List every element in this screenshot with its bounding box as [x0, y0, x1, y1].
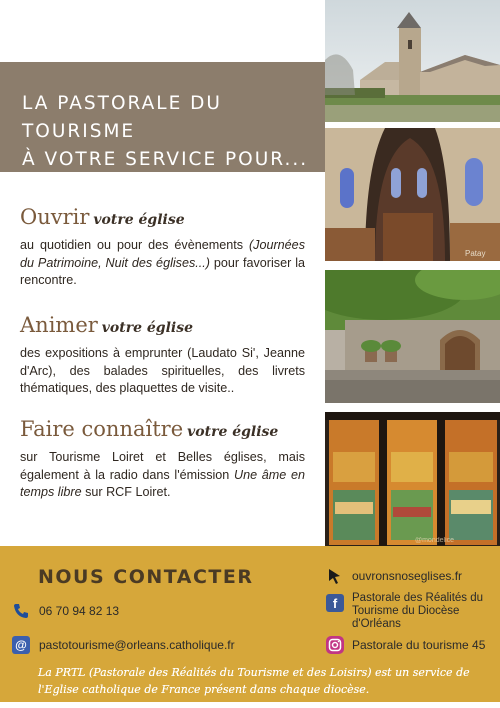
facebook-page[interactable]: Pastorale des Réalités du Tourisme du Diocèse d'Orléans [352, 592, 484, 630]
section-heading [20, 312, 305, 341]
instagram-row[interactable] [326, 636, 485, 654]
section-open [20, 204, 305, 290]
text-italic: (Journées du Patrimoine, Nuit des églises...) [20, 238, 305, 270]
website-row[interactable] [326, 567, 462, 585]
photo-church-door [325, 270, 500, 403]
email-icon: @ [12, 636, 30, 654]
section-promote [20, 416, 305, 502]
section-title: Ouvrir [20, 205, 90, 229]
cursor-icon [326, 567, 344, 585]
section-subtitle: votre église [101, 320, 194, 336]
phone-number[interactable]: 06 70 94 82 13 [39, 604, 120, 618]
phone-icon [12, 602, 30, 620]
text-part: sur Tourisme Loiret et Belles églises, mais également à la radio dans l'émission [20, 450, 305, 482]
section-subtitle: votre église [187, 424, 279, 440]
facebook-row[interactable] [326, 592, 500, 631]
text-part: des expositions à emprunter (Laudato Si', Jeanne d'Arc), des balades spirituelles, des livrets thématiques, des plaquettes de visite.. [20, 346, 305, 395]
section-text [20, 345, 305, 398]
photo-watermark: @mondelice [415, 537, 455, 544]
email-address[interactable]: pastotourisme@orleans.catholique.fr [39, 638, 235, 652]
photo-stained-glass [325, 412, 500, 547]
section-text [20, 449, 305, 502]
section-subtitle: votre église [93, 212, 185, 228]
photo-church-exterior [325, 0, 500, 122]
bottom-strip [0, 702, 500, 708]
text-part: pour favoriser la rencontre. [20, 255, 305, 287]
text-part: sur RCF Loiret. [81, 485, 171, 499]
phone-row[interactable] [12, 602, 119, 620]
instagram-icon [326, 636, 344, 654]
section-title: Faire connaître [20, 417, 184, 441]
email-row[interactable] [12, 636, 235, 654]
text-part: au quotidien ou pour des évènements [20, 238, 249, 252]
section-heading [20, 416, 305, 445]
text-italic: Une âme en temps libre [20, 467, 305, 499]
section-heading [20, 204, 305, 233]
section-text [20, 237, 305, 290]
photo-watermark: Patay [465, 249, 486, 258]
footer-note: La PRTL (Pastorale des Réalités du Tourisme et des Loisirs) est un service de l'Eglise catholique de France présent dans chaque diocèse. [38, 666, 470, 696]
section-title: Animer [20, 313, 98, 337]
contact-title: NOUS CONTACTER [38, 566, 254, 588]
facebook-icon: f [326, 594, 344, 612]
instagram-account[interactable]: Pastorale du tourisme 45 [352, 638, 486, 652]
website-link[interactable]: ouvronsnoseglises.fr [352, 569, 463, 583]
photo-church-interior [325, 128, 500, 261]
page-title: LA PASTORALE DU TOURISME À VOTRE SERVICE POUR... [22, 93, 309, 170]
section-animate [20, 312, 305, 398]
